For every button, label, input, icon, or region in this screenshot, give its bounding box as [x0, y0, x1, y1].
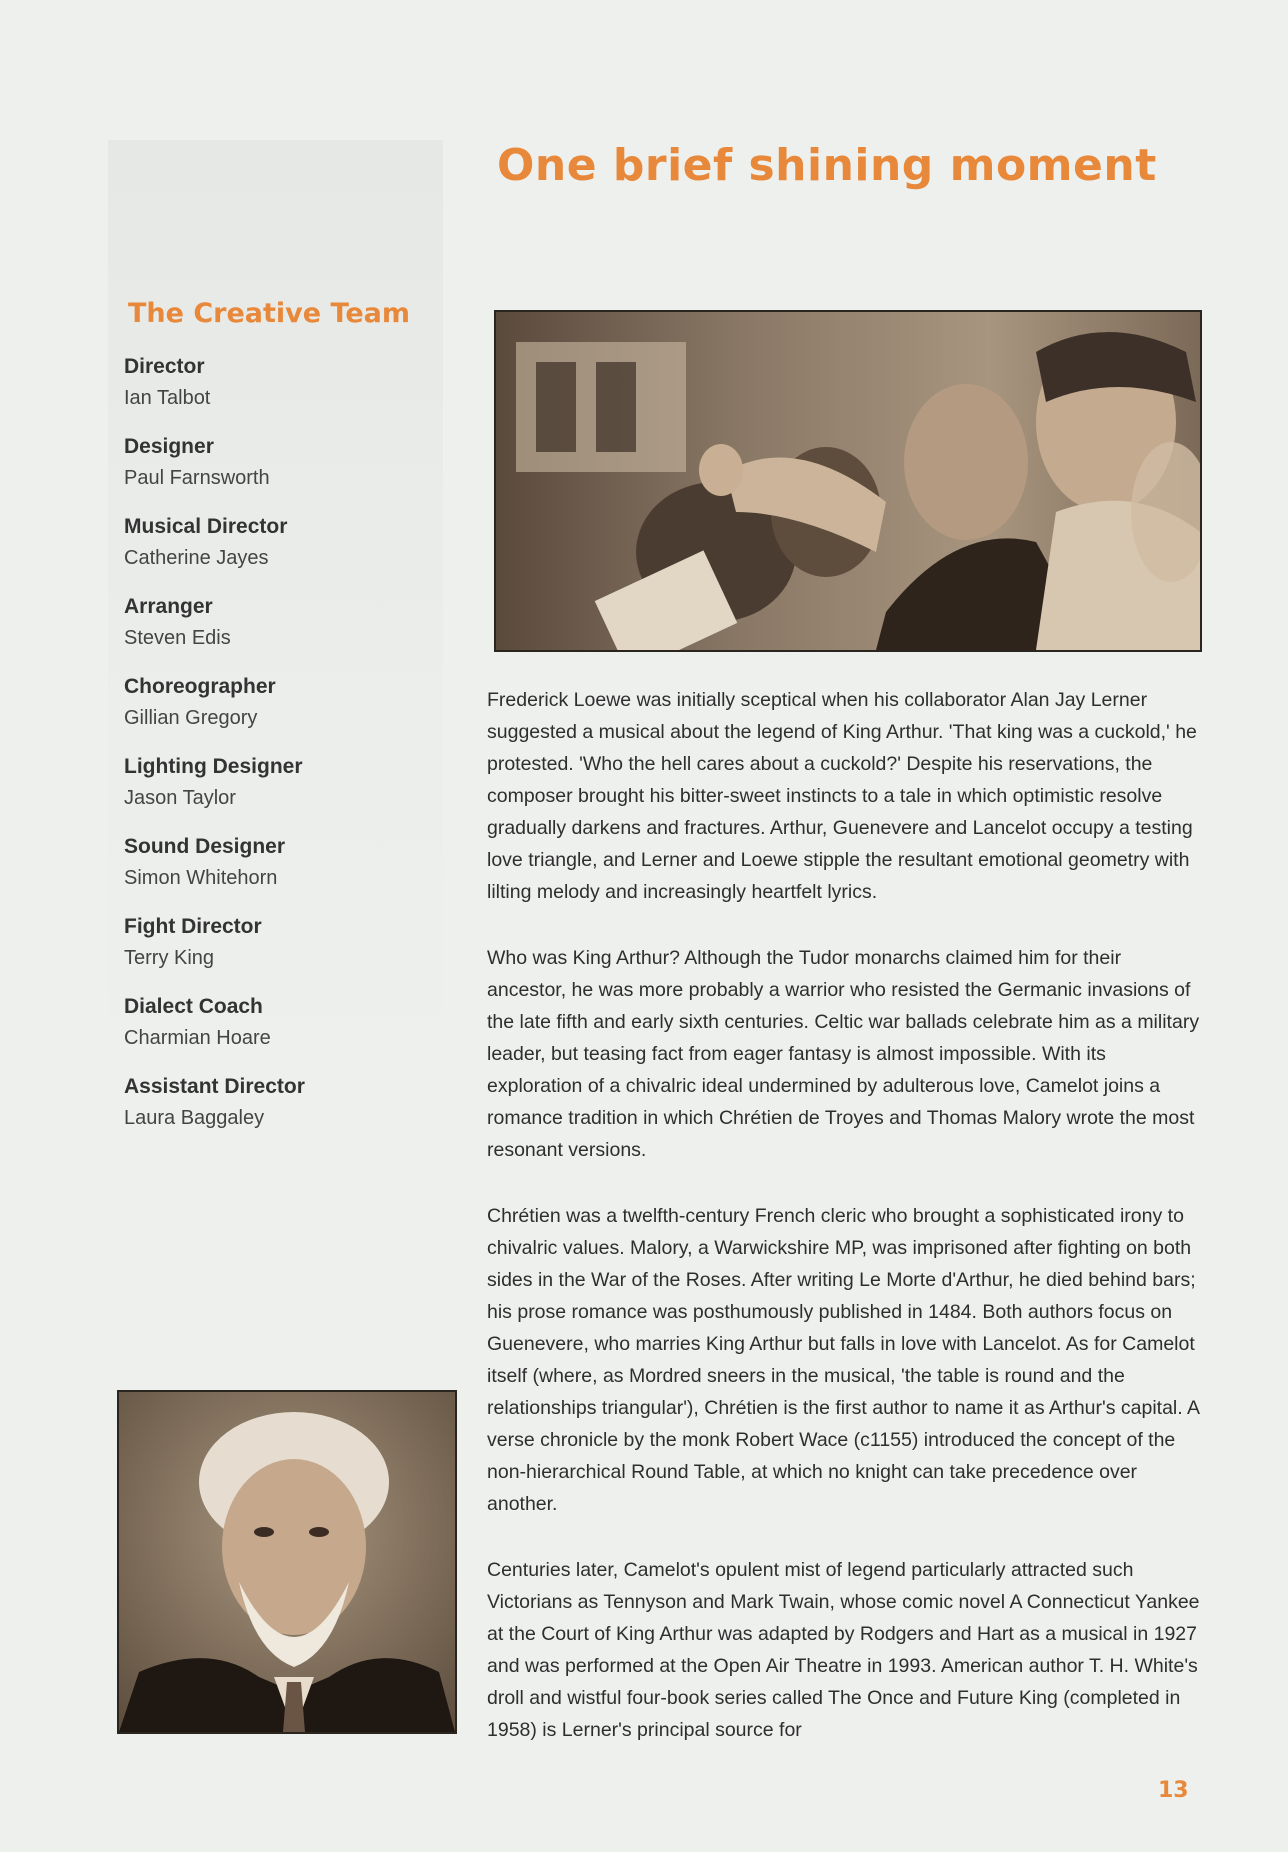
rehearsal-photo-image: [496, 312, 1200, 650]
page-number: 13: [1158, 1778, 1189, 1803]
team-member-director: [124, 352, 424, 432]
team-name: Gillian Gregory: [124, 707, 258, 729]
team-role: Director: [124, 355, 205, 378]
team-role: Designer: [124, 435, 214, 458]
team-member-designer: [124, 432, 424, 512]
team-member-dialect-coach: [124, 992, 424, 1072]
team-role: Choreographer: [124, 675, 276, 698]
page-title: One brief shining moment: [497, 140, 1157, 191]
team-member-assistant-director: [124, 1072, 424, 1152]
team-role: Musical Director: [124, 515, 288, 538]
article-paragraph: Who was King Arthur? Although the Tudor monarchs claimed him for their ancestor, he was more probably a warrior who resisted the Germanic invasions of the late fifth and early sixth centuries. Celtic war ballads celebrate him as a military leader, but teasing fact from eager fantasy is almost impossible. With its exploration of a chivalric ideal undermined by adulterous love, Camelot joins a romance tradition in which Chrétien de Troyes and Thomas Malory wrote the most resonant versions.: [487, 947, 1200, 1161]
team-name: Laura Baggaley: [124, 1107, 265, 1129]
team-role: Fight Director: [124, 915, 262, 938]
team-role: Dialect Coach: [124, 995, 263, 1018]
team-member-arranger: [124, 592, 424, 672]
team-member-sound-designer: [124, 832, 424, 912]
creative-team-heading: The Creative Team: [128, 298, 410, 329]
article-paragraph: Chrétien was a twelfth-century French cleric who brought a sophisticated irony to chivalric values. Malory, a Warwickshire MP, was imprisoned after fighting on both sides in the War of the Roses. After writing Le Morte d'Arthur, he died behind bars; his prose romance was posthumously published in 1484. Both authors focus on Guenevere, who marries King Arthur but falls in love with Lancelot. As for Camelot itself (where, as Mordred sneers in the musical, 'the table is round and the relationships triangular'), Chrétien is the first author to name it as Arthur's capital. A verse chronicle by the monk Robert Wace (c1155) introduced the concept of the non-hierarchical Round Table, at which no knight can take precedence over another.: [487, 1205, 1199, 1515]
creative-team-list: [124, 352, 424, 1152]
team-member-choreographer: [124, 672, 424, 752]
team-role: Lighting Designer: [124, 755, 303, 778]
team-name: Catherine Jayes: [124, 547, 269, 569]
team-name: Steven Edis: [124, 627, 231, 649]
article-body: [487, 684, 1203, 1780]
article-paragraph: Centuries later, Camelot's opulent mist of legend particularly attracted such Victorians as Tennyson and Mark Twain, whose comic novel A Connecticut Yankee at the Court of King Arthur was adapted by Rodgers and Hart as a musical in 1927 and was performed at the Open Air Theatre in 1993. American author T. H. White's droll and wistful four-book series called The Once and Future King (completed in 1958) is Lerner's principal source for: [487, 1559, 1200, 1741]
team-role: Assistant Director: [124, 1075, 305, 1098]
team-role: Sound Designer: [124, 835, 286, 858]
team-name: Jason Taylor: [124, 787, 236, 809]
team-role: Arranger: [124, 595, 213, 618]
team-name: Terry King: [124, 947, 215, 969]
article-paragraph: Frederick Loewe was initially sceptical when his collaborator Alan Jay Lerner suggested a musical about the legend of King Arthur. 'That king was a cuckold,' he protested. 'Who the hell cares about a cuckold?' Despite his reservations, the composer brought his bitter-sweet instincts to a tale in which optimistic resolve gradually darkens and fractures. Arthur, Guenevere and Lancelot occupy a testing love triangle, and Lerner and Loewe stipple the resultant emotional geometry with lilting melody and increasingly heartfelt lyrics.: [487, 689, 1197, 903]
team-name: Paul Farnsworth: [124, 467, 270, 489]
team-name: Charmian Hoare: [124, 1027, 271, 1049]
team-member-musical-director: [124, 512, 424, 592]
team-name: Ian Talbot: [124, 387, 211, 409]
portrait-photo: [117, 1390, 457, 1734]
team-name: Simon Whitehorn: [124, 867, 278, 889]
team-member-fight-director: [124, 912, 424, 992]
rehearsal-photo: [494, 310, 1202, 652]
team-member-lighting-designer: [124, 752, 424, 832]
portrait-photo-image: [119, 1392, 455, 1732]
